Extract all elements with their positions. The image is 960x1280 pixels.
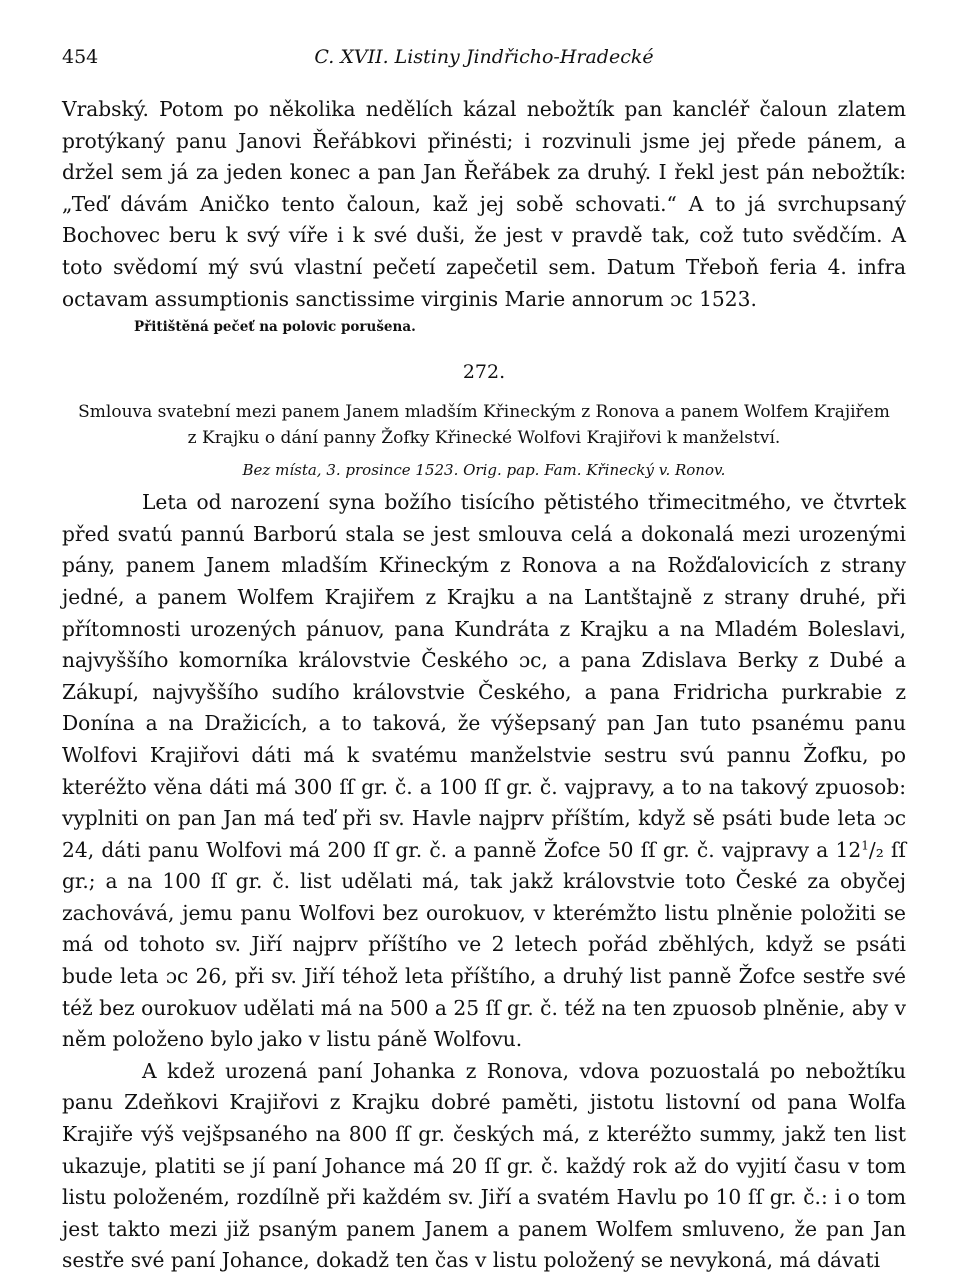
document-title-line-2: z Krajku o dání panny Žofky Křinecké Wolfovi Krajiřovi k manželství. (187, 428, 781, 449)
paragraph-2: A kdež urozená paní Johanka z Ronova, vdova pozuostalá po nebožtíku panu Zdeňkovi Krajiřovi z Krajku dobré paměti, jistotu listovní od pana Wolfa Krajiře výš vejšpsaného na 800 ſſ gr. českých má, z kteréžto summy, jakž ten list ukazuje, platiti se jí paní Johance má 20 ſſ gr. č. každý rok až do vyjití času v tom listu položeném, rozdílně při každém sv. Jiří a svatém Havlu po 10 ſſ gr. č.: i o tom jest takto mezi již psaným panem Janem a panem Wolfem smluveno, že pan Jan sestře své paní Johance, dokadž ten čas v listu položený se nevykoná, má dávati (62, 1058, 906, 1273)
document-source: Bez místa, 3. prosince 1523. Orig. pap. Fam. Křinecký v. Ronov. (242, 461, 726, 480)
page-number: 454 (62, 46, 99, 68)
document-number: 272. (462, 361, 506, 384)
document-title-line-1: Smlouva svatební mezi panem Janem mladším Křineckým z Ronova a panem Wolfem Krajiřem (78, 402, 890, 423)
fraction-denominator: /₂ (868, 837, 884, 862)
fraction-numerator: 1 (861, 837, 869, 852)
document-title (62, 399, 906, 451)
page-body (62, 94, 906, 1277)
running-title: C. XVII. Listiny Jindřicho-Hradecké (314, 46, 654, 68)
page-header (62, 46, 906, 76)
paragraph-1 (62, 487, 906, 1056)
seal-note: Přitištěná pečeť na polovic porušena. (134, 319, 416, 336)
paragraph-1-part-b: ſſ gr.; a na 100 ſſ gr. č. list udělati má, tak jakž královstvie toto České za obyčej zachovává, jemu panu Wolfovi bez ourokuov, v kterémžto listu plněnie položiti se má od tohoto sv. Jiří najprv příštího ve 2 letech pořád zběhlých, když se psáti bude leta ɔc 26, při sv. Jiří téhož leta příštího, a druhý list panně Žofce sestře své též bez ourokuov udělati má na 500 a 25 ſſ gr. č. též na ten zpuosob plněnie, aby v něm položeno bylo jako v listu páně Wolfovu. (62, 837, 906, 1052)
previous-document-text: Vrabský. Potom po několika nedělích kázal nebožtík pan kancléř čaloun zlatem protýkaný panu Janovi Řeřábkovi přinésti; i rozvinuli jsme jej přede pánem, a držel sem já za jeden konec a pan Jan Řeřábek za druhý. I řekl jest pán nebožtík: „Teď dávám Aničko tento čaloun, kaž jej sobě schovati.“ A to já svrchupsaný Bochovec beru k svý víře i k své duši, že jest v pravdě tak, což tuto svědčím. A toto svědomí mý svú vlastní pečetí zapečetil sem. Datum Třeboň feria 4. infra octavam assumptionis sanctissime virginis Marie annorum ɔc 1523. (62, 97, 906, 311)
paragraph-1-part-a: Leta od narození syna božího tisícího pětistého třimecitmého, ve čtvrtek před svatú pannú Barború stala se jest smlouva celá a dokonalá mezi urozenými pány, panem Janem mladším Křineckým z Ronova a na Rožďalovicích z strany jedné, a panem Wolfem Krajiřem z Krajku a na Lantštajně z strany druhé, při přítomnosti urozených pánuov, pana Kundráta z Krajku a na Mladém Boleslavi, najvyššího komorníka královstvie Českého ɔc, a pana Zdislava Berky z Dubé a Zákupí, najvyššího sudího královstvie Českého, a pana Fridricha purkrabie z Donína a na Dražicích, a to taková, že výšepsaný pan Jan tuto psanému panu Wolfovi Krajiřovi dáti má k svatému manželstvie sestru svú pannu Žofku, po kteréžto věna dáti má 300 ſſ gr. č. a 100 ſſ gr. č. vajpravy, a to na takový zpuosob: vyplniti on pan Jan má teď při sv. Havle najprv příštím, když sě psáti bude leta ɔc 24, dáti panu Wolfovi má 200 ſſ gr. č. a panně Žofce 50 ſſ gr. č. vajpravy a 12 (62, 490, 906, 862)
